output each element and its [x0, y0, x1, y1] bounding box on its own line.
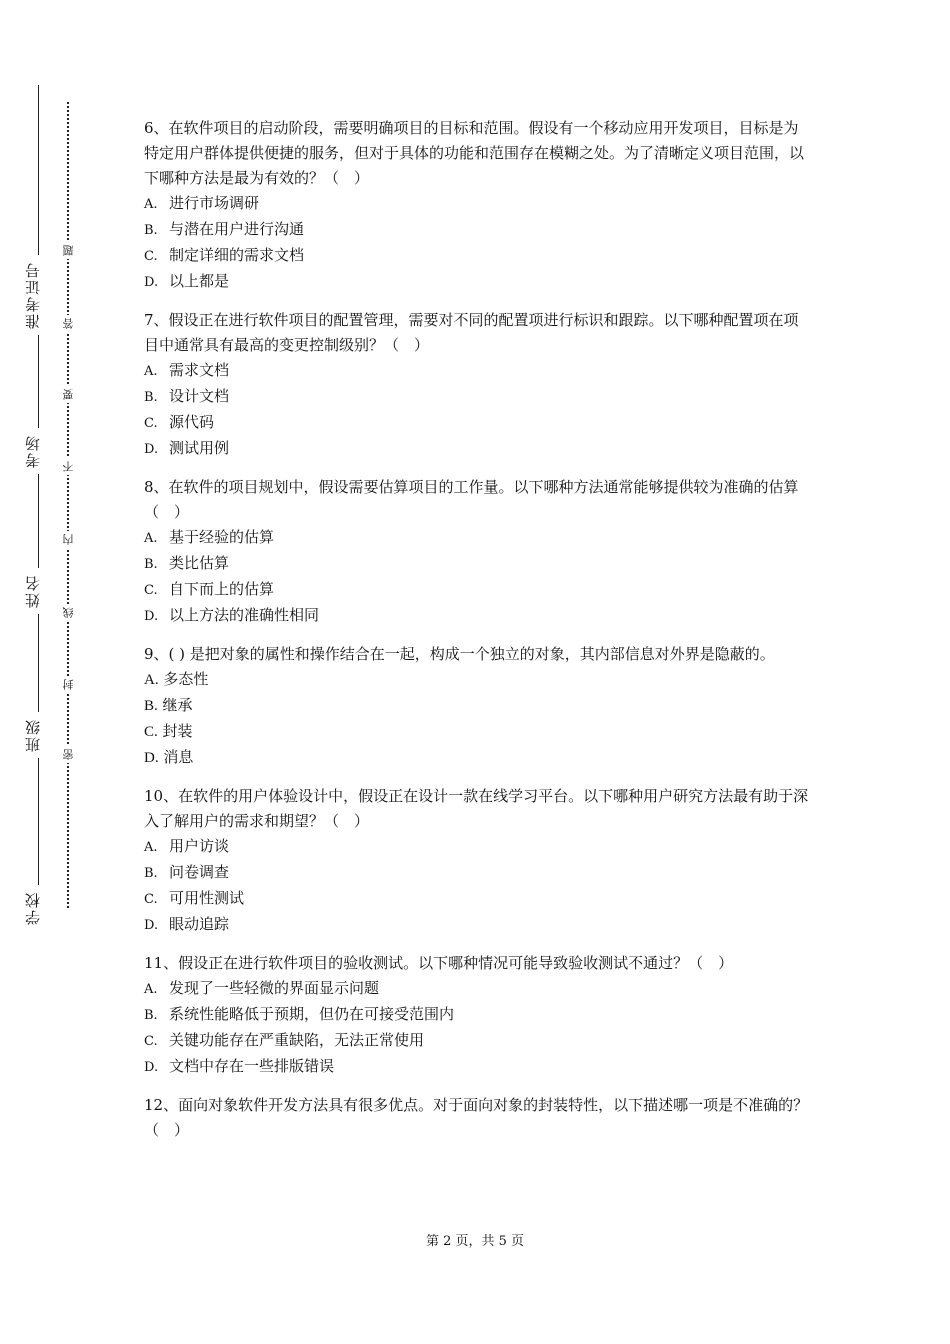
option: D. 测试用例 — [144, 439, 230, 457]
question-text: 7、假设正在进行软件项目的配置管理，需要对不同的配置项进行标识和跟踪。以下哪种配置项在项目中通常具有最高的变更控制级别？（ ） — [144, 311, 799, 354]
question-text: 11、假设正在进行软件项目的验收测试。以下哪种情况可能导致验收测试不通过？（ ） — [144, 954, 734, 972]
option: D. 文档中存在一些排版错误 — [144, 1057, 335, 1075]
option: A. 用户访谈 — [144, 837, 230, 855]
seal-word: 答 — [61, 315, 77, 332]
option: D. 眼动追踪 — [144, 915, 230, 933]
binding-line — [38, 85, 39, 925]
seal-word: 线 — [61, 604, 77, 621]
option: A. 发现了一些轻微的界面显示问题 — [144, 979, 380, 997]
option: C. 封装 — [144, 722, 193, 740]
option: B. 设计文档 — [144, 387, 230, 405]
option: A. 需求文档 — [144, 361, 230, 379]
side-field-class: 班级 — [22, 712, 43, 758]
option: D. 以上方法的准确性相同 — [144, 606, 320, 624]
option: D. 以上都是 — [144, 272, 230, 290]
option: A. 基于经验的估算 — [144, 528, 275, 546]
side-field-ticket-number: 准考证号 — [22, 255, 43, 335]
option: C. 源代码 — [144, 413, 215, 431]
question-6 — [144, 116, 812, 295]
question-12 — [144, 1093, 812, 1143]
seal-word: 题 — [61, 242, 77, 259]
page-footer: 第 2 页，共 5 页 — [425, 1234, 525, 1249]
question-text: 9、( ) 是把对象的属性和操作结合在一起，构成一个独立的对象，其内部信息对外界是隐蔽的。 — [144, 645, 775, 663]
seal-word: 封 — [61, 676, 77, 693]
option: A. 进行市场调研 — [144, 194, 260, 212]
side-field-exam-room: 考场 — [22, 428, 43, 474]
option: C. 制定详细的需求文档 — [144, 246, 305, 264]
seal-word: 内 — [61, 531, 77, 548]
side-field-name: 姓名 — [22, 568, 43, 614]
option: C. 自下而上的估算 — [144, 580, 275, 598]
question-text: 8、在软件的项目规划中，假设需要估算项目的工作量。以下哪种方法通常能够提供较为准确的估算（ ） — [144, 478, 799, 521]
option: B. 继承 — [144, 696, 193, 714]
question-text: 12、面向对象软件开发方法具有很多优点。对于面向对象的封装特性，以下描述哪一项是不准确的？（ ） — [144, 1096, 809, 1139]
option: B. 系统性能略低于预期，但仍在可接受范围内 — [144, 1005, 455, 1023]
seal-word: 要 — [61, 386, 77, 403]
question-10 — [144, 784, 812, 938]
seal-word: 密 — [61, 746, 77, 763]
question-text: 10、在软件的用户体验设计中，假设正在设计一款在线学习平台。以下哪种用户研究方法最有助于深入了解用户的需求和期望？（ ） — [144, 787, 809, 830]
seal-word: 不 — [61, 458, 77, 475]
option: C. 关键功能存在严重缺陷，无法正常使用 — [144, 1031, 425, 1049]
question-11 — [144, 951, 812, 1080]
side-field-school: 学校 — [22, 885, 43, 931]
option: B. 与潜在用户进行沟通 — [144, 220, 305, 238]
question-9 — [144, 642, 812, 771]
option: C. 可用性测试 — [144, 889, 245, 907]
option: D. 消息 — [144, 748, 194, 766]
seal-dotted-line — [67, 102, 69, 908]
question-7 — [144, 308, 812, 462]
question-text: 6、在软件项目的启动阶段，需要明确项目的目标和范围。假设有一个移动应用开发项目，目标是为特定用户群体提供便捷的服务，但对于具体的功能和范围存在模糊之处。为了清晰定义项目范围，以下哪种方法是最为有效的？（ ） — [144, 119, 805, 187]
question-8 — [144, 475, 812, 629]
option: A. 多态性 — [144, 670, 209, 688]
option: B. 类比估算 — [144, 554, 230, 572]
option: B. 问卷调查 — [144, 863, 230, 881]
question-list — [144, 116, 812, 1156]
